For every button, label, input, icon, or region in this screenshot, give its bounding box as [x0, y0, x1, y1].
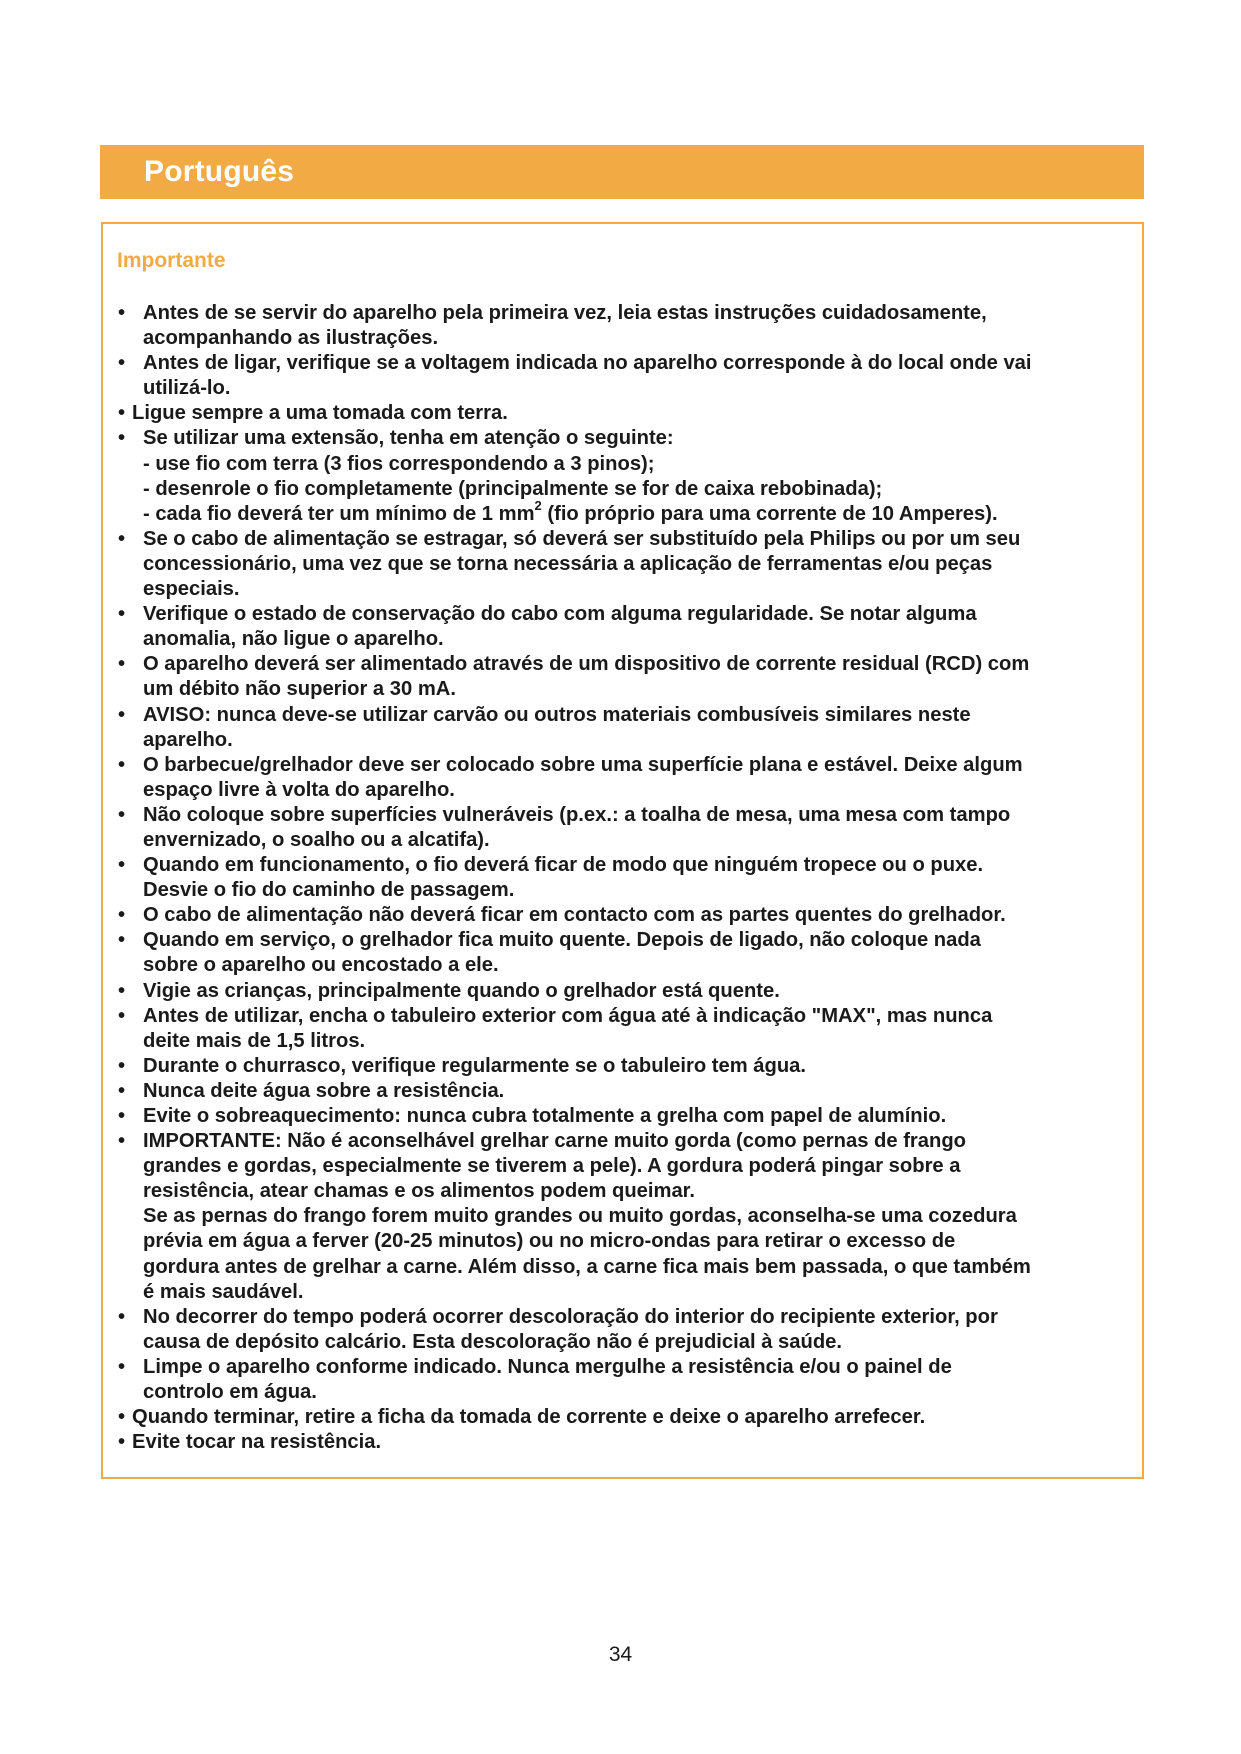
list-item-line: • Vigie as crianças, principalmente quando o grelhador está quente.	[143, 979, 780, 1002]
list-item-line: - use fio com terra (3 fios correspondendo a 3 pinos);	[143, 452, 655, 475]
section-heading: Importante	[117, 249, 226, 272]
list-item	[117, 527, 1137, 602]
list-item	[117, 803, 1137, 853]
list-item	[117, 426, 1137, 526]
instructions-list	[117, 301, 1137, 1455]
unit-line-text: (fio próprio para uma corrente de 10 Amperes).	[541, 502, 998, 525]
page-number: 34	[608, 1643, 633, 1666]
list-item	[117, 1430, 1137, 1455]
list-item-line: • AVISO: nunca deve-se utilizar carvão ou outros materiais combusíveis similares neste	[143, 703, 971, 726]
list-item-line: gordura antes de grelhar a carne. Além disso, a carne fica mais bem passada, o que também	[143, 1255, 1031, 1278]
list-item	[117, 652, 1137, 702]
list-item-line: envernizado, o soalho ou a alcatifa).	[143, 828, 490, 851]
list-item-line: especiais.	[143, 578, 240, 601]
list-item	[117, 1355, 1137, 1405]
list-item-line: • Antes de se servir do aparelho pela primeira vez, leia estas instruções cuidadosamente,	[143, 302, 987, 324]
list-item-line: • Verifique o estado de conservação do cabo com alguma regularidade. Se notar alguma	[143, 603, 977, 626]
unit-line-text: - cada fio deverá ter um mínimo de 1 mm	[143, 502, 535, 525]
list-item-line: espaço livre à volta do aparelho.	[143, 778, 455, 801]
list-item-line: - desenrole o fio completamente (principalmente se for de caixa rebobinada);	[143, 477, 883, 500]
list-item	[117, 853, 1137, 903]
list-item	[117, 753, 1137, 803]
unit-superscript: 2	[534, 498, 542, 514]
list-item-line: • Quando em serviço, o grelhador fica muito quente. Depois de ligado, não coloque nada	[143, 929, 981, 952]
list-item-line: • Quando em funcionamento, o fio deverá ficar de modo que ninguém tropece ou o puxe.	[143, 854, 984, 877]
list-item	[117, 1305, 1137, 1355]
list-item-line: Se as pernas do frango forem muito grandes ou muito gordas, aconselha-se uma cozedura	[143, 1205, 1017, 1228]
list-item-line: • Limpe o aparelho conforme indicado. Nunca mergulhe a resistência e/ou o painel de	[143, 1355, 952, 1378]
list-item-line: • O barbecue/grelhador deve ser colocado sobre uma superfície plana e estável. Deixe algum	[143, 753, 1023, 776]
list-item-line: • Quando terminar, retire a ficha da tomada de corrente e deixe o aparelho arrefecer.	[132, 1406, 926, 1429]
list-item-line: controlo em água.	[143, 1381, 317, 1404]
list-item-line: • O cabo de alimentação não deverá ficar em contacto com as partes quentes do grelhador.	[143, 904, 1006, 927]
list-item	[117, 401, 1137, 426]
list-item-line: grandes e gordas, especialmente se tiverem a pele). A gordura poderá pingar sobre a	[143, 1155, 961, 1178]
list-item-line: um débito não superior a 30 mA.	[143, 678, 456, 701]
list-item	[117, 301, 1137, 351]
list-item-line: Desvie o fio do caminho de passagem.	[143, 879, 515, 902]
list-item-line: causa de depósito calcário. Esta descoloração não é prejudicial à saúde.	[143, 1330, 842, 1353]
list-item-line: anomalia, não ligue o aparelho.	[143, 628, 444, 651]
language-banner	[100, 145, 1144, 199]
list-item	[117, 351, 1137, 401]
list-item	[117, 703, 1137, 753]
list-item-line: • Durante o churrasco, verifique regularmente se o tabuleiro tem água.	[143, 1054, 807, 1077]
list-item-line: acompanhando as ilustrações.	[143, 327, 439, 350]
list-item-line-with-unit	[143, 498, 1137, 527]
list-item-line: prévia em água a ferver (20-25 minutos) ou no micro-ondas para retirar o excesso de	[143, 1230, 956, 1253]
list-item-line: • Antes de ligar, verifique se a voltagem indicada no aparelho corresponde à do local onde vai	[143, 352, 1032, 375]
page-title: Português	[144, 155, 295, 188]
list-item	[117, 1405, 1137, 1430]
list-item-line: resistência, atear chamas e os alimentos podem queimar.	[143, 1180, 696, 1203]
list-item	[117, 979, 1137, 1004]
list-item-line: utilizá-lo.	[143, 377, 231, 400]
list-item	[117, 1079, 1137, 1104]
list-item-line: • IMPORTANTE: Não é aconselhável grelhar carne muito gorda (como pernas de frango	[143, 1130, 966, 1153]
list-item-line: é mais saudável.	[143, 1280, 304, 1303]
list-item-line: • Evite tocar na resistência.	[132, 1431, 382, 1454]
list-item-line: • Se utilizar uma extensão, tenha em atenção o seguinte:	[143, 427, 674, 450]
list-item	[117, 1104, 1137, 1129]
list-item-line: deite mais de 1,5 litros.	[143, 1029, 366, 1052]
list-item-line: • Nunca deite água sobre a resistência.	[143, 1079, 505, 1102]
list-item	[117, 602, 1137, 652]
list-item-line: • Se o cabo de alimentação se estragar, só deverá ser substituído pela Philips ou por um seu	[143, 527, 1021, 550]
list-item	[117, 1054, 1137, 1079]
list-item-line: sobre o aparelho ou encostado a ele.	[143, 954, 499, 977]
list-item	[117, 1129, 1137, 1305]
list-item-line: aparelho.	[143, 728, 233, 751]
list-item-line: • O aparelho deverá ser alimentado através de um dispositivo de corrente residual (RCD) com	[143, 653, 1030, 676]
list-item-line: • Evite o sobreaquecimento: nunca cubra totalmente a grelha com papel de alumínio.	[143, 1105, 947, 1127]
list-item	[117, 928, 1137, 978]
list-item-line: • Antes de utilizar, encha o tabuleiro exterior com água até à indicação "MAX", mas nunca	[143, 1004, 993, 1027]
list-item	[117, 903, 1137, 928]
list-item-line: • Ligue sempre a uma tomada com terra.	[132, 402, 508, 425]
list-item-line: concessionário, uma vez que se torna necessária a aplicação de ferramentas e/ou peças	[143, 552, 993, 575]
list-item-line: • Não coloque sobre superfícies vulneráveis (p.ex.: a toalha de mesa, uma mesa com tampo	[143, 803, 1011, 826]
list-item	[117, 1004, 1137, 1054]
list-item-line: • No decorrer do tempo poderá ocorrer descoloração do interior do recipiente exterior, por	[143, 1305, 998, 1328]
